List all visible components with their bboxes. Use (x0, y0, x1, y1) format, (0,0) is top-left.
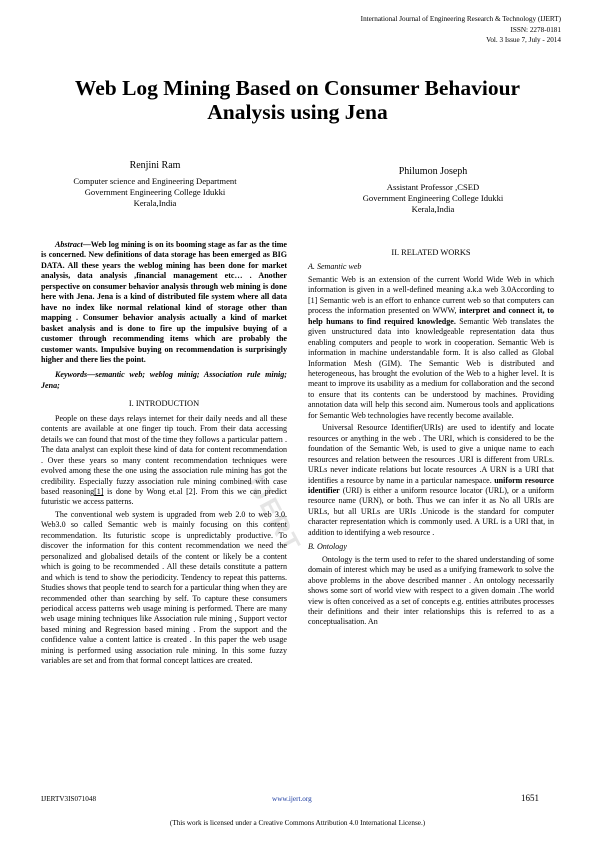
journal-issn: ISSN: 2278-0181 (510, 25, 561, 34)
paper-title (0, 76, 595, 124)
citation-link[interactable]: [1] (94, 486, 104, 496)
author-name: Philumon Joseph (398, 166, 468, 177)
footer-page-number: 1651 (521, 793, 539, 803)
body-text-bold: interpret and connect it, to help humans to find required knowledge. (308, 306, 554, 326)
left-column (41, 240, 287, 667)
journal-volume: Vol. 3 Issue 7, July - 2014 (486, 36, 561, 44)
author-name: Renjini Ram (129, 160, 181, 171)
author-place: Kerala,India (133, 198, 177, 208)
footer-license: (This work is licensed under a Creative Commons Attribution 4.0 International License.) (169, 819, 426, 827)
abstract-dash: — (82, 240, 91, 249)
author-dept: Computer science and Engineering Department (73, 176, 237, 186)
body-text-bold: uniform resource identifier (308, 475, 555, 495)
section-heading-introduction: I. INTRODUCTION (128, 399, 200, 409)
abstract-text: Web log mining is on its booming stage as far as the time is concerned. New definitions of data storage has been emerged as BIG DATA. All these years the weblog mining has been done for market analysis, data analysis ,financial management etc… . Another perspective on consumer behavior analysis through web mining is done here with Jena. Jena is a kind of distributed file system where all data have no index like normal relational kind of storage other than mapping . Consumer behavior analysis actually a kind of market basket analysis and is done to fire up the impulsive buying of a customer through recommending items which are probably the customer wants. Impulsive buying on recommendation is surprisingly higher and there lies the point. (41, 240, 287, 364)
body-text: Semantic Web translates the given unstructured data into knowledgeable representation data thus enabling computers and people to work in cooperation. Semantic Web is information in machine understandable form. It is also called as Global Information Mesh (GIM). The Semantic Web is distributed and heterogeneous, has brought the evolution of the Web to a higher level. It is meant to improve its usability as a medium for collaboration and the second to ensure that its contents can be understood by machines. Providing annotation data will help this second aim. Numerous tools and applications for Semantic Web technologies have recently become available. (308, 316, 554, 420)
footer-paper-id: IJERTV3IS071048 (41, 795, 97, 803)
intro-text: is done by Wong et.al [2]. From this we can predict futuristic we access patterns. (41, 486, 287, 507)
section-heading-related-works: II. RELATED WORKS (391, 248, 471, 257)
journal-name: International Journal of Engineering Research & Technology (IJERT) (360, 15, 561, 23)
body-text: (URI) is either a uniform resource locator (URL), or a uniform resource name (URN), or both. Thus we can infer it as No all URIs are URLs, but all URLs are URIs .Unicode is the standard for computer character representation which is commonly used. A URL is a URI that, in addition to identifying a web resource . (308, 485, 554, 537)
body-text: Universal Resource Identifier(URIs) are used to identify and locate resources or anything in the web . The URI, which is considered to be the foundation of the Semantic Web, is used to give a unique name to each resources and relation between the resources .URI is different from URLs. URLs never indicate relations but locate resources .A URN is a URI that identifies a resource by name in a particular namespace. (308, 423, 554, 485)
abstract-lead: Abstract (55, 240, 83, 249)
title-line-1: Web Log Mining Based on Consumer Behaviour (74, 76, 521, 100)
ontology-paragraph: Ontology is the term used to refer to the shared understanding of some domain of interest which may be used as a unifying framework to solve the above problems in the above described manner . An ontology necessarily shows some sort of world view with respect to a given domain .The world view is often conceived as a set of concepts e.g. entities attributes processes their definitions and their inter relationships this is referred to as a conceptualisation. An (308, 554, 554, 627)
body-text: Semantic Web is an extension of the current World Wide Web in which information is given in a well-defined meaning a.k.a web 3.0According to [1] Semantic web is an effort to enhance current web so that computers can process the information presented on WWW, (308, 274, 554, 316)
title-line-2: Analysis using Jena (207, 100, 388, 124)
watermark: IJERT (241, 470, 308, 558)
semantic-web-paragraph (308, 275, 554, 421)
abstract (41, 240, 287, 365)
intro-paragraph (41, 414, 287, 508)
subsection-heading-ontology: B. Ontology (308, 542, 347, 552)
intro-text: People on these days relays internet for their daily needs and all these contents are available at one finger tip touch. From their data accessing details we can found that most of the time they follows a particular pattern . The data analyst can exploit these kind of data for content recommendation . Over these years so many content recommendation techniques were evolved among these the one using the association rule mining has got the credibility. Especially fuzzy association rule mining combined with case based reasoning (41, 413, 287, 496)
uri-paragraph (308, 423, 554, 538)
author-block-1 (40, 159, 270, 209)
footer-site-link[interactable]: www.ijert.org (272, 795, 312, 803)
subsection-heading-semantic-web: A. Semantic web (308, 262, 362, 272)
intro-paragraph: The conventional web system is upgraded from web 2.0 to web 3.0. Web3.0 so called Semantic web is mainly focusing on this content recommendation. Its futuristic scope is unpredictably productive. To discover the information for this content recommendation we need the personalized and globalised details of the content or likely be a content which is going to be recommended . All these details constitute a pattern and which is tend to show the periodicity. Tendency to repeat this patterns. Studies shows that people tend to search for a particular thing when they are recommended other than searching by self. To capture these consumers periodical access patterns web usage mining is performed. There are many web usage mining techniques like Association rule mining , Support vector based mining and Regression based mining . From the support and the confidence value a content lattice is created . In this paper the web usage mining is performed using association rule mining. In this some fuzzy variables are set and from that formal concept lattices are created. (41, 509, 287, 666)
author-org: Government Engineering College Idukki (362, 193, 504, 203)
author-place: Kerala,India (411, 204, 455, 214)
right-column (308, 248, 554, 628)
author-dept: Assistant Professor ,CSED (386, 182, 480, 192)
journal-header (361, 14, 561, 46)
author-org: Government Engineering College Idukki (84, 187, 226, 197)
keywords: Keywords—semantic web; weblog minig; Association rule minig; Jena; (41, 370, 287, 390)
author-block-2 (318, 165, 548, 215)
